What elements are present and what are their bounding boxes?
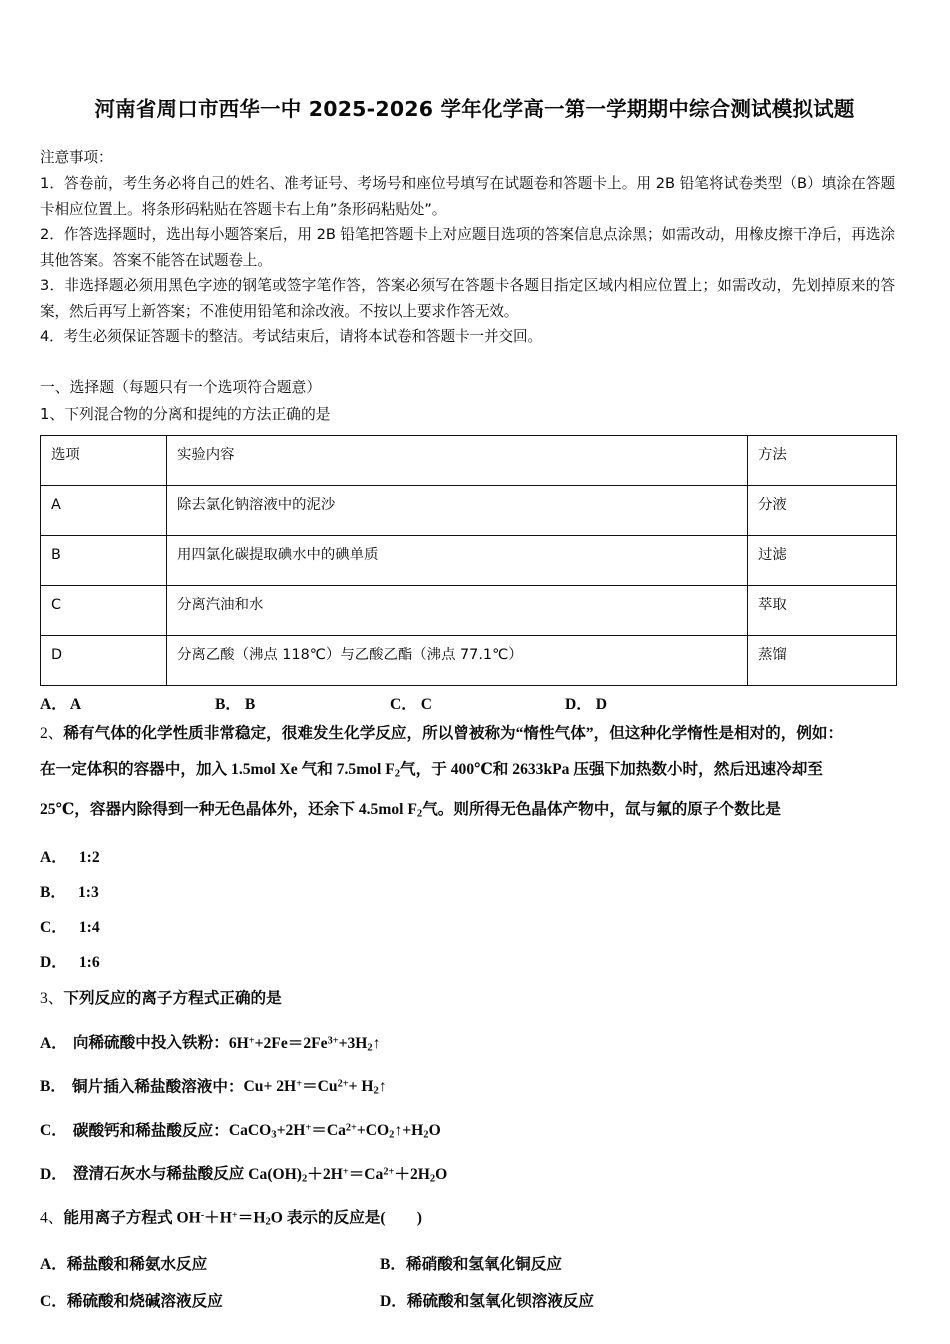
question-2-option-b[interactable] (40, 875, 895, 910)
superscript-minus: - (200, 1209, 205, 1221)
table-row (41, 635, 897, 685)
question-3-option-b[interactable] (40, 1066, 895, 1110)
table-header-row (41, 435, 897, 485)
ion-equation-b: $Cu+ 2H^+=Cu^{2+}+$ $H_2↑$ (243, 1078, 387, 1097)
question-1-options (40, 693, 895, 716)
question-2-line-1: 稀有气体的化学性质非常稳定，很难发生化学反应，所以曾被称为“惰性气体”，但这种化学惰性是相对的，例如： (63, 724, 844, 742)
option-text: 1:3 (78, 884, 99, 902)
ion-equation-a: $6H^++2Fe=2Fe^{3+}+3H_2↑$ (228, 1034, 381, 1053)
question-2-line-2b: 气，于 400℃和 2633kPa 压强下加热数小时，然后迅速冷却至 (400, 760, 823, 778)
option-label: C． (40, 1121, 67, 1139)
table-cell-content: 分离乙酸（沸点 118℃）与乙酸乙酯（沸点 77.1℃） (167, 635, 748, 685)
table-cell-content: 分离汽油和水 (167, 585, 748, 635)
option-text: A (69, 695, 82, 713)
option-text: B (244, 695, 256, 713)
question-4-option-row-1 (40, 1246, 895, 1283)
question-3-option-a[interactable] (40, 1022, 895, 1066)
question-2-stem (40, 716, 895, 752)
option-label: B． (40, 1078, 66, 1096)
table-cell-method: 分液 (748, 485, 897, 535)
question-2-line-3b: 气。则所得无色晶体产物中，氙与氟的原子个数比是 (422, 800, 781, 818)
option-text: C (420, 695, 433, 713)
question-4-option-c[interactable] (40, 1283, 380, 1320)
option-text: 稀硫酸和烧碱溶液反应 (66, 1292, 223, 1310)
question-4-text-b: ＋H (204, 1209, 232, 1227)
option-prefix: 碳酸钙和稀盐酸反应： (72, 1121, 229, 1139)
question-4-option-b[interactable] (380, 1246, 562, 1283)
option-text: 1:2 (78, 849, 100, 867)
question-2-options (40, 840, 895, 980)
question-4-text-c: ＝H (237, 1209, 266, 1227)
question-1-option-c[interactable] (390, 693, 565, 716)
subscript-2: 2 (265, 1216, 271, 1228)
option-label: A． (40, 695, 67, 713)
option-label: C． (40, 919, 67, 937)
question-4-text-d: O 表示的反应是( ) (270, 1209, 422, 1227)
question-1-text: 下列混合物的分离和提纯的方法正确的是 (64, 405, 331, 423)
table-cell-method: 过滤 (748, 535, 897, 585)
question-4-option-a[interactable] (40, 1246, 380, 1283)
question-2-line-3a: 25℃，容器内除得到一种无色晶体外，还余下 4.5mol F (40, 800, 417, 818)
question-2-line-2-wrap (40, 752, 895, 792)
notice-block (40, 145, 895, 350)
question-2-option-d[interactable] (40, 945, 895, 980)
question-4-options (40, 1246, 895, 1320)
notice-heading: 注意事项： (40, 148, 113, 166)
option-label: B． (215, 695, 241, 713)
option-text: 稀硫酸和氢氧化钡溶液反应 (406, 1292, 594, 1310)
page-title: 河南省周口市西华一中 2025-2026 学年化学高一第一学期期中综合测试模拟试题 (94, 97, 855, 121)
notice-line-1: 1．答卷前，考生务必将自己的姓名、准考证号、考场号和座位号填写在试题卷和答题卡上。用 2B 铅笔将试卷类型（B）填涂在答题卡相应位置上。将条形码粘贴在答题卡右上角”条形码粘贴处”。 (40, 175, 895, 218)
option-label: C． (390, 695, 417, 713)
question-4-number: 4、 (40, 1209, 64, 1227)
option-label: D． (40, 1165, 67, 1183)
subscript-2: 2 (394, 767, 401, 779)
option-label: A． (40, 1255, 67, 1273)
table-row (41, 535, 897, 585)
option-label: A． (40, 1034, 67, 1052)
option-text: D (595, 695, 608, 713)
table-cell-method: 萃取 (748, 585, 897, 635)
table-header-option: 选项 (41, 435, 167, 485)
question-4-option-d[interactable] (380, 1283, 594, 1320)
option-prefix: 向稀硫酸中投入铁粉： (72, 1034, 229, 1052)
table-header-method: 方法 (748, 435, 897, 485)
notice-line-2: 2．作答选择题时，选出每小题答案后，用 2B 铅笔把答题卡上对应题目选项的答案信息点涂黑；如需改动，用橡皮擦干净后，再选涂其他答案。答案不能答在试题卷上。 (40, 226, 895, 269)
table-cell-content: 除去氯化钠溶液中的泥沙 (167, 485, 748, 535)
question-1-stem (40, 403, 895, 426)
option-label: C． (40, 1292, 67, 1310)
option-text: 稀硝酸和氢氧化铜反应 (406, 1255, 562, 1273)
question-4-stem (40, 1197, 895, 1242)
option-label: D． (380, 1292, 407, 1310)
question-2-line-2a: 在一定体积的容器中，加入 1.5mol Xe 气和 7.5mol F (40, 760, 395, 778)
question-1-option-b[interactable] (215, 693, 390, 716)
option-label: D． (40, 954, 67, 972)
question-4-option-row-2 (40, 1283, 895, 1320)
question-4-text-a: 能用离子方程式 OH (63, 1209, 201, 1227)
question-3-text: 下列反应的离子方程式正确的是 (63, 990, 282, 1008)
table-cell-option: A (41, 485, 167, 535)
ion-equation-d: $Ca(OH)_2+2H^+=Ca^{2+}+2H_2O$ (248, 1165, 448, 1184)
notice-line-3: 3．非选择题必须用黑色字迹的钢笔或签字笔作答，答案必须写在答题卡各题目指定区域内相应位置上；如需改动，先划掉原来的答案，然后再写上新答案；不准使用铅笔和涂改液。不按以上要求作答无效。 (40, 277, 895, 320)
table-cell-option: C (41, 585, 167, 635)
superscript-plus: + (231, 1209, 238, 1221)
table-row (41, 585, 897, 635)
table-cell-content: 用四氯化碳提取碘水中的碘单质 (167, 535, 748, 585)
subscript-2: 2 (416, 808, 423, 820)
question-3-number: 3、 (40, 990, 64, 1008)
option-prefix: 澄清石灰水与稀盐酸反应 (72, 1165, 249, 1183)
question-2-option-a[interactable] (40, 840, 895, 875)
question-3-option-c[interactable] (40, 1110, 895, 1154)
question-3-options (40, 1022, 895, 1197)
section-heading: 一、选择题（每题只有一个选项符合题意） (40, 378, 322, 396)
option-text: 稀盐酸和稀氨水反应 (66, 1255, 208, 1273)
question-2-line-3-wrap (40, 792, 895, 832)
option-label: D． (565, 695, 592, 713)
table-row (41, 485, 897, 535)
question-3-stem (40, 980, 895, 1018)
question-1-table (40, 435, 897, 686)
table-cell-method: 蒸馏 (748, 635, 897, 685)
option-label: B． (40, 884, 66, 902)
notice-line-4: 4．考生必须保证答题卡的整洁。考试结束后，请将本试卷和答题卡一并交回。 (40, 328, 542, 346)
question-1-number: 1、 (40, 405, 65, 423)
question-2-option-c[interactable] (40, 910, 895, 945)
option-prefix: 铜片插入稀盐酸溶液中： (72, 1078, 244, 1096)
option-label: B． (380, 1255, 406, 1273)
option-text: 1:6 (78, 954, 100, 972)
option-text: 1:4 (78, 919, 100, 937)
question-3-option-d[interactable] (40, 1153, 895, 1197)
question-1-option-a[interactable] (40, 693, 215, 716)
table-cell-option: D (41, 635, 167, 685)
table-header-content: 实验内容 (167, 435, 748, 485)
question-2-number: 2、 (40, 724, 64, 742)
question-1-option-d[interactable] (565, 693, 740, 716)
option-label: A． (40, 849, 67, 867)
ion-equation-c: $CaCO_3+2H^+=Ca^{2+}+CO_2↑+H_2O$ (228, 1121, 441, 1141)
table-cell-option: B (41, 535, 167, 585)
